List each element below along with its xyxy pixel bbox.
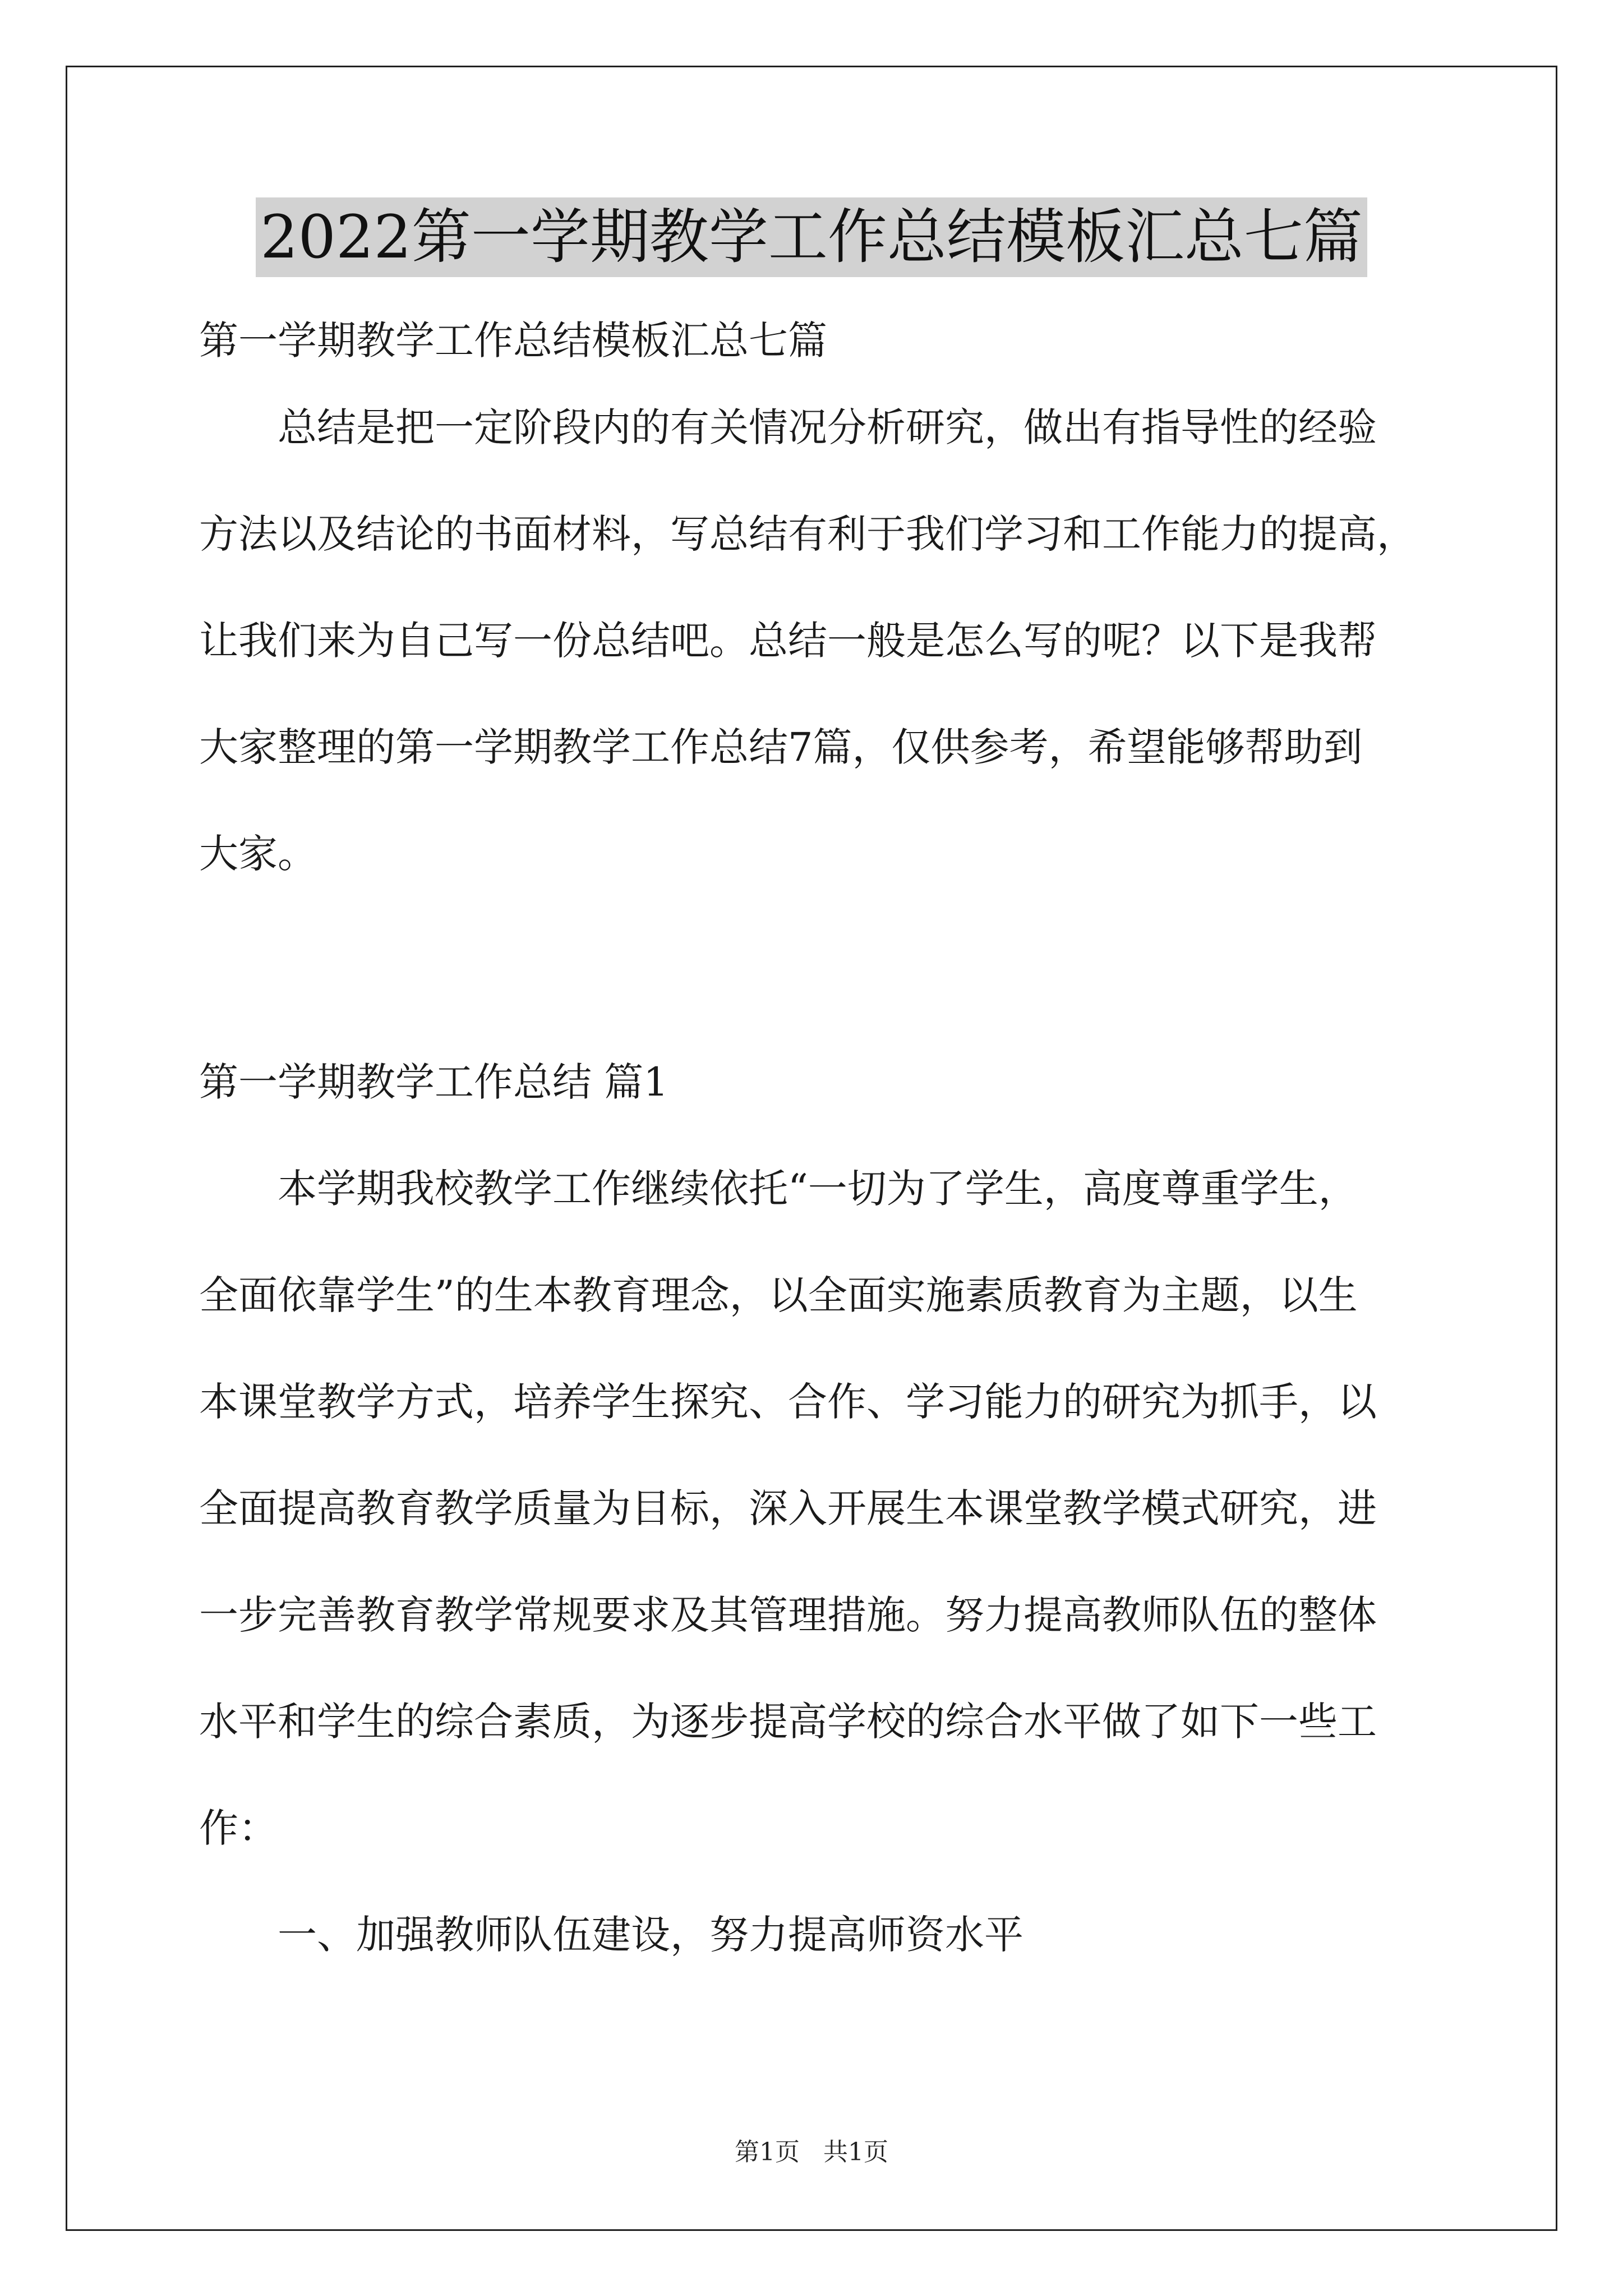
intro-line: 大家。 [199, 831, 317, 877]
document-subtitle: 第一学期教学工作总结模板汇总七篇 [199, 318, 827, 364]
page-total: 共1页 [823, 2138, 888, 2166]
section-line: 作： [199, 1805, 278, 1851]
title-container [0, 197, 1623, 277]
intro-line: 方法以及结论的书面材料，写总结有利于我们学习和工作能力的提高， [199, 511, 1416, 557]
section-line: 水平和学生的综合素质，为逐步提高学校的综合水平做了如下一些工 [199, 1699, 1377, 1745]
document-body [199, 314, 1433, 1962]
section-line: 本课堂教学方式，培养学生探究、合作、学习能力的研究为抓手，以 [199, 1379, 1377, 1425]
document-title: 2022第一学期教学工作总结模板汇总七篇 [256, 197, 1367, 277]
section-heading: 第一学期教学工作总结 篇1 [199, 1059, 668, 1105]
intro-line: 总结是把一定阶段内的有关情况分析研究，做出有指导性的经验 [199, 404, 1377, 450]
section-line: 全面提高教育教学质量为目标，深入开展生本课堂教学模式研究，进 [199, 1485, 1377, 1531]
section-subheading: 一、加强教师队伍建设，努力提高师资水平 [199, 1912, 1023, 1958]
page-footer [0, 2132, 1623, 2168]
page-number: 第1页 [735, 2138, 800, 2166]
section-line: 本学期我校教学工作继续依托“一切为了学生，高度尊重学生， [199, 1166, 1358, 1212]
section-line: 一步完善教育教学常规要求及其管理措施。努力提高教师队伍的整体 [199, 1592, 1377, 1638]
intro-line: 大家整理的第一学期教学工作总结7篇，仅供参考，希望能够帮助到 [199, 724, 1363, 770]
intro-line: 让我们来为自己写一份总结吧。总结一般是怎么写的呢？以下是我帮 [199, 618, 1377, 664]
section-line: 全面依靠学生”的生本教育理念，以全面实施素质教育为主题，以生 [199, 1272, 1358, 1318]
